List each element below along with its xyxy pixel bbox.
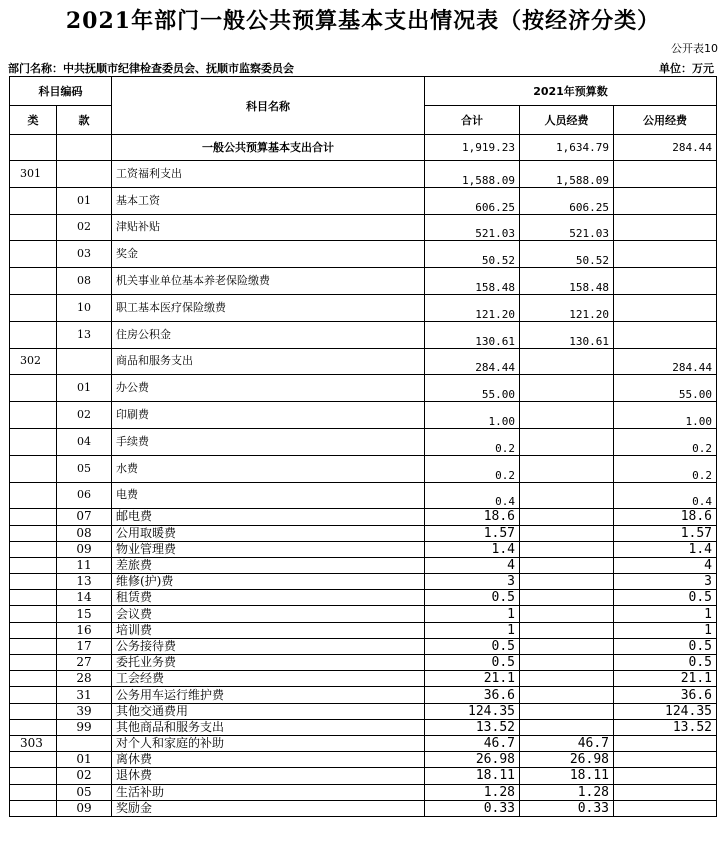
- cell-kuan: 28: [57, 671, 112, 687]
- cell-public: [614, 784, 717, 800]
- cell-personnel: 0.33: [520, 800, 614, 816]
- cell-total: 1: [425, 622, 520, 638]
- cell-kuan: 01: [57, 187, 112, 214]
- header-total: 合计: [425, 106, 520, 135]
- cell-public: 36.6: [614, 687, 717, 703]
- cell-personnel: [520, 541, 614, 557]
- cell-personnel: [520, 557, 614, 573]
- cell-kuan: 07: [57, 509, 112, 525]
- cell-lei: [10, 509, 57, 525]
- cell-name: 维修(护)费: [112, 574, 425, 590]
- cell-lei: [10, 482, 57, 509]
- table-row: [10, 719, 717, 735]
- cell-name: 公务接待费: [112, 638, 425, 654]
- cell-name: 租赁费: [112, 590, 425, 606]
- cell-name: 奖金: [112, 241, 425, 268]
- header-kuan: 款: [57, 106, 112, 135]
- cell-personnel: 121.20: [520, 294, 614, 321]
- cell-lei: [10, 752, 57, 768]
- cell-personnel: 26.98: [520, 752, 614, 768]
- header-personnel: 人员经费: [520, 106, 614, 135]
- cell-total: 0.5: [425, 655, 520, 671]
- header-public: 公用经费: [614, 106, 717, 135]
- cell-lei: [10, 800, 57, 816]
- cell-public: [614, 187, 717, 214]
- cell-personnel: [520, 638, 614, 654]
- cell-personnel: [520, 590, 614, 606]
- cell-lei: [10, 638, 57, 654]
- cell-personnel: [520, 671, 614, 687]
- table-row: [10, 655, 717, 671]
- page-title: 2021年部门一般公共预算基本支出情况表（按经济分类）: [65, 8, 661, 34]
- unit-label: 单位：万元: [659, 62, 714, 75]
- cell-lei: [10, 655, 57, 671]
- cell-public: [614, 735, 717, 751]
- table-body: [10, 135, 717, 817]
- cell-public: 21.1: [614, 671, 717, 687]
- cell-lei: [10, 241, 57, 268]
- cell-personnel: 50.52: [520, 241, 614, 268]
- cell-kuan: 14: [57, 590, 112, 606]
- cell-public: 4: [614, 557, 717, 573]
- cell-total: 121.20: [425, 294, 520, 321]
- cell-personnel: 130.61: [520, 321, 614, 348]
- cell-public: [614, 752, 717, 768]
- cell-total: 1.57: [425, 525, 520, 541]
- cell-total: 3: [425, 574, 520, 590]
- table-row: [10, 348, 717, 375]
- cell-public: 1: [614, 606, 717, 622]
- cell-public: 0.2: [614, 428, 717, 455]
- cell-lei: 302: [10, 348, 57, 375]
- cell-public: [614, 241, 717, 268]
- table-row: [10, 606, 717, 622]
- cell-total: 55.00: [425, 375, 520, 402]
- cell-public: 124.35: [614, 703, 717, 719]
- department-name: 部门名称：中共抚顺市纪律检查委员会、抚顺市监察委员会: [8, 62, 294, 75]
- cell-total: 0.5: [425, 590, 520, 606]
- cell-name: 其他商品和服务支出: [112, 719, 425, 735]
- cell-personnel: [520, 348, 614, 375]
- cell-public: [614, 268, 717, 295]
- table-row: [10, 509, 717, 525]
- cell-kuan: 01: [57, 752, 112, 768]
- cell-total: 4: [425, 557, 520, 573]
- cell-name: 基本工资: [112, 187, 425, 214]
- grand-total-total: 1,919.23: [425, 135, 520, 161]
- cell-personnel: [520, 574, 614, 590]
- cell-name: 委托业务费: [112, 655, 425, 671]
- cell-kuan: 09: [57, 800, 112, 816]
- cell-personnel: [520, 655, 614, 671]
- cell-total: 0.33: [425, 800, 520, 816]
- table-row: [10, 671, 717, 687]
- table-row: [10, 321, 717, 348]
- cell-public: 1.4: [614, 541, 717, 557]
- cell-lei: 301: [10, 161, 57, 188]
- cell-personnel: [520, 482, 614, 509]
- cell-lei: [10, 574, 57, 590]
- cell-kuan: 10: [57, 294, 112, 321]
- table-row: [10, 294, 717, 321]
- grand-total-name: 一般公共预算基本支出合计: [112, 135, 425, 161]
- cell-personnel: [520, 375, 614, 402]
- cell-total: 284.44: [425, 348, 520, 375]
- cell-name: 机关事业单位基本养老保险缴费: [112, 268, 425, 295]
- table-row: [10, 800, 717, 816]
- cell-lei: [10, 784, 57, 800]
- table-row: [10, 525, 717, 541]
- cell-total: 0.2: [425, 455, 520, 482]
- cell-public: 0.2: [614, 455, 717, 482]
- cell-lei: 303: [10, 735, 57, 751]
- cell-kuan: 11: [57, 557, 112, 573]
- cell-personnel: [520, 428, 614, 455]
- cell-kuan: 09: [57, 541, 112, 557]
- header-budget-group: 2021年预算数: [425, 77, 717, 106]
- cell-name: 水费: [112, 455, 425, 482]
- cell-total: 50.52: [425, 241, 520, 268]
- cell-kuan: 02: [57, 402, 112, 429]
- cell-public: 0.5: [614, 655, 717, 671]
- cell-name: 印刷费: [112, 402, 425, 429]
- cell-name: 会议费: [112, 606, 425, 622]
- table-row: [10, 752, 717, 768]
- grand-total-lei: [10, 135, 57, 161]
- table-row: [10, 241, 717, 268]
- cell-name: 公用取暖费: [112, 525, 425, 541]
- table-row: [10, 428, 717, 455]
- table-row: [10, 574, 717, 590]
- cell-kuan: 15: [57, 606, 112, 622]
- cell-name: 其他交通费用: [112, 703, 425, 719]
- cell-name: 工资福利支出: [112, 161, 425, 188]
- cell-total: 36.6: [425, 687, 520, 703]
- cell-public: 18.6: [614, 509, 717, 525]
- cell-public: [614, 800, 717, 816]
- cell-total: 158.48: [425, 268, 520, 295]
- cell-personnel: 1,588.09: [520, 161, 614, 188]
- form-number: 公开表10: [671, 42, 718, 55]
- table-row: [10, 557, 717, 573]
- cell-lei: [10, 428, 57, 455]
- cell-name: 津贴补贴: [112, 214, 425, 241]
- cell-personnel: [520, 622, 614, 638]
- cell-name: 工会经费: [112, 671, 425, 687]
- cell-lei: [10, 719, 57, 735]
- cell-kuan: 08: [57, 268, 112, 295]
- cell-kuan: 01: [57, 375, 112, 402]
- cell-total: 1,588.09: [425, 161, 520, 188]
- cell-total: 46.7: [425, 735, 520, 751]
- cell-personnel: 606.25: [520, 187, 614, 214]
- table-row: [10, 402, 717, 429]
- cell-name: 公务用车运行维护费: [112, 687, 425, 703]
- cell-kuan: 17: [57, 638, 112, 654]
- table-row: [10, 187, 717, 214]
- cell-public: 0.5: [614, 590, 717, 606]
- cell-personnel: [520, 719, 614, 735]
- cell-public: 0.5: [614, 638, 717, 654]
- cell-total: 606.25: [425, 187, 520, 214]
- cell-total: 0.2: [425, 428, 520, 455]
- cell-kuan: 05: [57, 455, 112, 482]
- cell-kuan: 04: [57, 428, 112, 455]
- table-row: [10, 541, 717, 557]
- cell-total: 1.00: [425, 402, 520, 429]
- cell-total: 130.61: [425, 321, 520, 348]
- cell-total: 0.4: [425, 482, 520, 509]
- table-row: [10, 638, 717, 654]
- cell-total: 18.6: [425, 509, 520, 525]
- cell-lei: [10, 590, 57, 606]
- table-row: [10, 768, 717, 784]
- cell-personnel: 1.28: [520, 784, 614, 800]
- cell-personnel: 46.7: [520, 735, 614, 751]
- cell-personnel: 18.11: [520, 768, 614, 784]
- cell-total: 18.11: [425, 768, 520, 784]
- grand-total-public: 284.44: [614, 135, 717, 161]
- cell-name: 离休费: [112, 752, 425, 768]
- table-row: [10, 455, 717, 482]
- grand-total-row: [10, 135, 717, 161]
- header-lei: 类: [10, 106, 57, 135]
- cell-name: 职工基本医疗保险缴费: [112, 294, 425, 321]
- cell-kuan: 05: [57, 784, 112, 800]
- cell-total: 1.28: [425, 784, 520, 800]
- cell-lei: [10, 187, 57, 214]
- cell-total: 124.35: [425, 703, 520, 719]
- cell-lei: [10, 606, 57, 622]
- cell-personnel: [520, 455, 614, 482]
- cell-lei: [10, 268, 57, 295]
- cell-public: 1.57: [614, 525, 717, 541]
- cell-personnel: 158.48: [520, 268, 614, 295]
- cell-name: 电费: [112, 482, 425, 509]
- cell-name: 手续费: [112, 428, 425, 455]
- budget-table: [9, 76, 717, 817]
- grand-total-kuan: [57, 135, 112, 161]
- cell-total: 21.1: [425, 671, 520, 687]
- cell-public: 0.4: [614, 482, 717, 509]
- cell-lei: [10, 768, 57, 784]
- cell-public: [614, 161, 717, 188]
- cell-total: 0.5: [425, 638, 520, 654]
- table-row: [10, 161, 717, 188]
- table-row: [10, 268, 717, 295]
- cell-kuan: [57, 161, 112, 188]
- cell-total: 1.4: [425, 541, 520, 557]
- table-row: [10, 590, 717, 606]
- cell-personnel: 521.03: [520, 214, 614, 241]
- cell-kuan: 03: [57, 241, 112, 268]
- cell-public: 1: [614, 622, 717, 638]
- cell-kuan: 02: [57, 214, 112, 241]
- table-row: [10, 482, 717, 509]
- table-row: [10, 735, 717, 751]
- cell-lei: [10, 375, 57, 402]
- cell-name: 物业管理费: [112, 541, 425, 557]
- cell-name: 对个人和家庭的补助: [112, 735, 425, 751]
- cell-name: 商品和服务支出: [112, 348, 425, 375]
- cell-personnel: [520, 525, 614, 541]
- table-row: [10, 375, 717, 402]
- cell-lei: [10, 294, 57, 321]
- cell-public: [614, 321, 717, 348]
- cell-lei: [10, 622, 57, 638]
- cell-lei: [10, 455, 57, 482]
- header-name: 科目名称: [112, 77, 425, 135]
- cell-lei: [10, 321, 57, 348]
- cell-name: 差旅费: [112, 557, 425, 573]
- table-row: [10, 214, 717, 241]
- cell-total: 521.03: [425, 214, 520, 241]
- cell-kuan: 06: [57, 482, 112, 509]
- cell-kuan: [57, 348, 112, 375]
- cell-personnel: [520, 509, 614, 525]
- cell-total: 13.52: [425, 719, 520, 735]
- cell-public: 13.52: [614, 719, 717, 735]
- table-row: [10, 703, 717, 719]
- grand-total-personnel: 1,634.79: [520, 135, 614, 161]
- table-row: [10, 784, 717, 800]
- table-row: [10, 687, 717, 703]
- cell-public: 284.44: [614, 348, 717, 375]
- cell-lei: [10, 541, 57, 557]
- cell-lei: [10, 687, 57, 703]
- cell-kuan: [57, 735, 112, 751]
- cell-public: 55.00: [614, 375, 717, 402]
- cell-kuan: 13: [57, 574, 112, 590]
- cell-public: [614, 768, 717, 784]
- cell-name: 住房公积金: [112, 321, 425, 348]
- cell-kuan: 31: [57, 687, 112, 703]
- cell-kuan: 16: [57, 622, 112, 638]
- cell-kuan: 27: [57, 655, 112, 671]
- cell-kuan: 02: [57, 768, 112, 784]
- cell-lei: [10, 525, 57, 541]
- cell-lei: [10, 703, 57, 719]
- cell-lei: [10, 671, 57, 687]
- cell-total: 26.98: [425, 752, 520, 768]
- cell-kuan: 99: [57, 719, 112, 735]
- table-row: [10, 622, 717, 638]
- cell-name: 退休费: [112, 768, 425, 784]
- cell-kuan: 08: [57, 525, 112, 541]
- cell-public: 1.00: [614, 402, 717, 429]
- cell-personnel: [520, 703, 614, 719]
- cell-kuan: 39: [57, 703, 112, 719]
- cell-lei: [10, 214, 57, 241]
- cell-personnel: [520, 687, 614, 703]
- cell-name: 邮电费: [112, 509, 425, 525]
- cell-public: [614, 294, 717, 321]
- cell-kuan: 13: [57, 321, 112, 348]
- cell-public: [614, 214, 717, 241]
- cell-name: 培训费: [112, 622, 425, 638]
- cell-lei: [10, 402, 57, 429]
- cell-name: 办公费: [112, 375, 425, 402]
- cell-name: 奖励金: [112, 800, 425, 816]
- cell-public: 3: [614, 574, 717, 590]
- header-code-group: 科目编码: [10, 77, 112, 106]
- cell-lei: [10, 557, 57, 573]
- cell-personnel: [520, 402, 614, 429]
- cell-personnel: [520, 606, 614, 622]
- cell-total: 1: [425, 606, 520, 622]
- cell-name: 生活补助: [112, 784, 425, 800]
